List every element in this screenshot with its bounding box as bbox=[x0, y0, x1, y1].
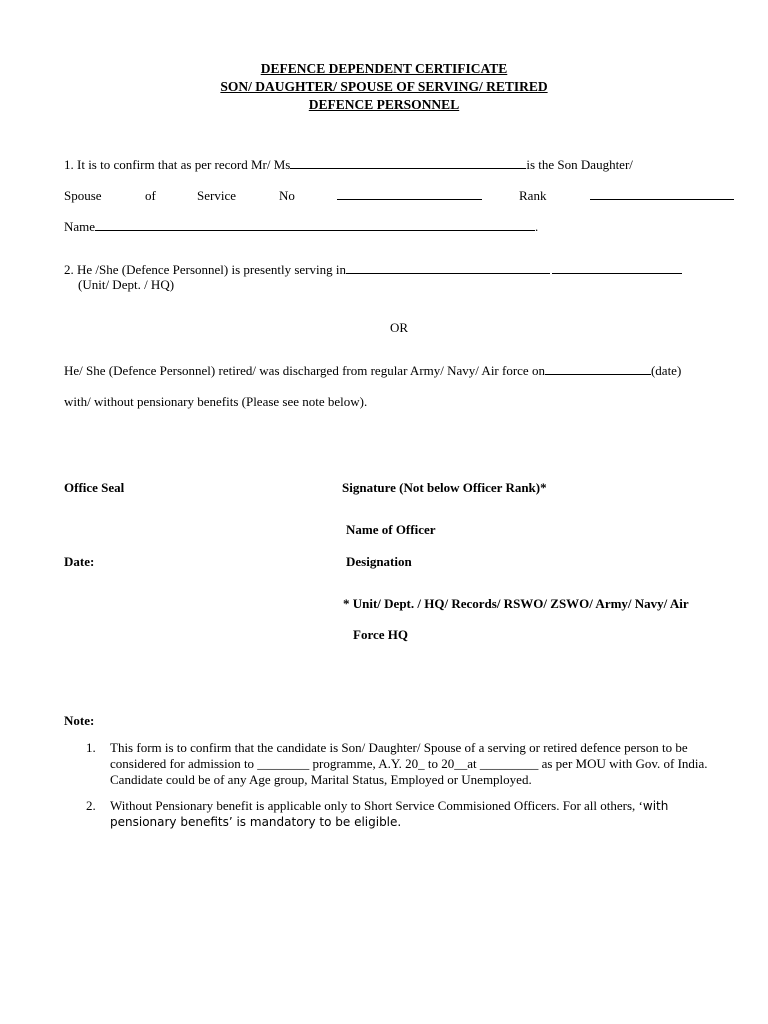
title-line-2: SON/ DAUGHTER/ SPOUSE OF SERVING/ RETIRED bbox=[220, 79, 548, 94]
or-label: OR bbox=[390, 320, 409, 335]
no-label: No bbox=[279, 188, 295, 203]
name-line: Name . bbox=[64, 219, 539, 234]
unit-hint: (Unit/ Dept. / HQ) bbox=[78, 277, 175, 292]
office-seal-label: Office Seal bbox=[64, 480, 125, 495]
note-text: This form is to confirm that the candidate is Son/ Daughter/ Spouse of a serving or retired defence person to be considered for admission to ________ programme, A.Y. 20_ to 20__at _________ as per MOU with Gov. of India. Candidate could be of any Age group, Marital Status, Employed or Unemployed. bbox=[110, 740, 708, 787]
serving-unit-blank-2[interactable] bbox=[552, 262, 682, 274]
para1-relation: is the Son Daughter/ bbox=[526, 157, 633, 172]
name-blank[interactable] bbox=[290, 157, 526, 169]
date-label: Date: bbox=[64, 554, 95, 569]
retired-line bbox=[64, 363, 681, 379]
serving-line bbox=[64, 262, 682, 278]
service-no-blank[interactable] bbox=[337, 188, 482, 204]
para1-line1 bbox=[64, 157, 633, 173]
authority-footnote-line1: * Unit/ Dept. / HQ/ Records/ RSWO/ ZSWO/ Army/ Navy/ Air bbox=[343, 596, 689, 611]
authority-footnote-line2: Force HQ bbox=[353, 627, 408, 642]
para1-intro: 1. It is to confirm that as per record Mr/ Ms bbox=[64, 157, 291, 172]
officer-name-label: Name of Officer bbox=[346, 522, 436, 537]
title-line-1: DEFENCE DEPENDENT CERTIFICATE bbox=[260, 61, 508, 76]
note-item-1 bbox=[86, 740, 726, 790]
of-label: of bbox=[145, 188, 156, 203]
date-hint: (date) bbox=[650, 363, 682, 378]
retired-text: He/ She (Defence Personnel) retired/ was discharged from regular Army/ Navy/ Air force on bbox=[64, 363, 545, 378]
benefits-line: with/ without pensionary benefits (Please see note below). bbox=[64, 394, 368, 409]
spouse-label: Spouse bbox=[64, 188, 102, 203]
serving-text: 2. He /She (Defence Personnel) is presently serving in bbox=[64, 262, 346, 277]
designation-label: Designation bbox=[346, 554, 412, 569]
service-label: Service bbox=[197, 188, 236, 203]
note-text: Without Pensionary benefit is applicable only to Short Service Commisioned Officers. For all others, ‘with pensionary benefits’ is mandatory to be eligible. bbox=[110, 798, 669, 829]
title-line-3: DEFENCE PERSONNEL bbox=[308, 97, 460, 112]
retired-date-blank[interactable] bbox=[545, 363, 651, 375]
serving-unit-blank[interactable] bbox=[346, 262, 550, 274]
note-item-2 bbox=[86, 798, 726, 834]
rank-label: Rank bbox=[519, 188, 547, 203]
rank-blank[interactable] bbox=[590, 188, 734, 204]
note-heading: Note: bbox=[64, 713, 95, 728]
note-number: 1. bbox=[86, 740, 96, 755]
signature-label: Signature (Not below Officer Rank)* bbox=[342, 480, 547, 495]
personnel-name-blank[interactable] bbox=[95, 219, 535, 231]
name-label: Name bbox=[64, 219, 96, 234]
note-number: 2. bbox=[86, 798, 96, 813]
